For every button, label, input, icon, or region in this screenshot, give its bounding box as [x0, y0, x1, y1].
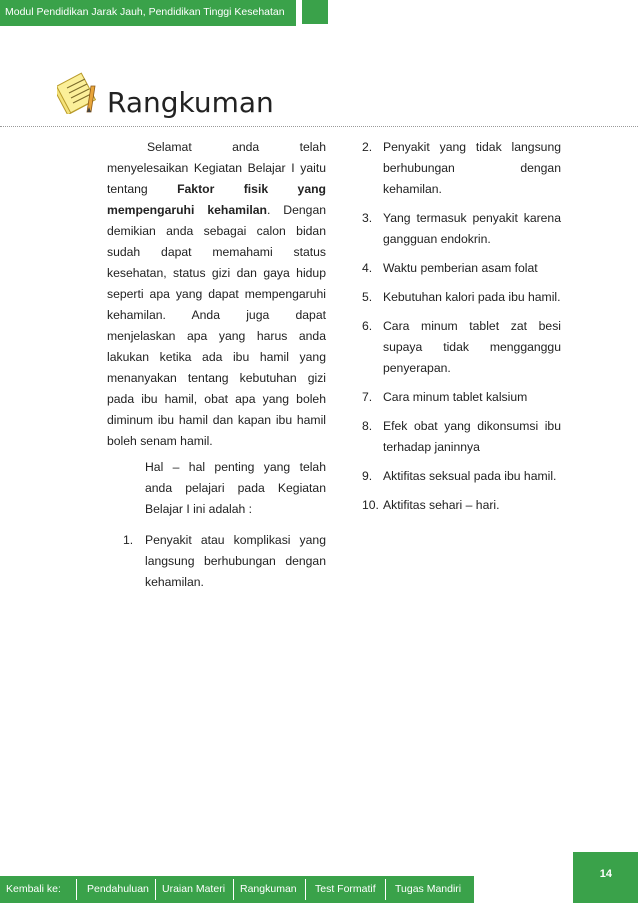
- list-item: [362, 416, 561, 458]
- intro-text-1: Selamat anda telah menyelesaikan Kegiatan Belajar I yaitu tentang: [107, 140, 326, 196]
- list-item-number: 7.: [362, 390, 373, 404]
- list-item-number: 2.: [362, 140, 373, 154]
- nav-separator: [155, 879, 156, 900]
- list-item-text: Penyakit yang tidak langsung berhubungan dengan kehamilan.: [383, 140, 561, 196]
- list-item: [362, 287, 561, 308]
- notepad-pencil-icon: [57, 68, 105, 114]
- list-item-text: Cara minum tablet kalsium: [383, 390, 528, 404]
- important-points-intro: Hal – hal penting yang telah anda pelajari pada Kegiatan Belajar I ini adalah :: [145, 460, 326, 516]
- page-number-box: [573, 852, 638, 903]
- list-item: [362, 258, 561, 279]
- list-item-number: 5.: [362, 290, 373, 304]
- nav-separator: [233, 879, 234, 900]
- list-item-text: Kebutuhan kalori pada ibu hamil.: [383, 290, 561, 304]
- list-item-number: 6.: [362, 319, 373, 333]
- list-item-text: Cara minum tablet zat besi supaya tidak mengganggu penyerapan.: [383, 319, 561, 375]
- list-item-number: 8.: [362, 419, 373, 433]
- list-item-number: 10.: [362, 498, 379, 512]
- list-item-text: Waktu pemberian asam folat: [383, 261, 538, 275]
- list-item-text: Efek obat yang dikonsumsi ibu terhadap janinnya: [383, 419, 561, 454]
- list-item-text: Aktifitas sehari – hari.: [383, 498, 500, 512]
- module-header-tab: [0, 0, 296, 24]
- nav-separator: [305, 879, 306, 900]
- summary-left-column: [107, 137, 326, 593]
- module-title: Modul Pendidikan Jarak Jauh, Pendidikan Tinggi Kesehatan: [5, 6, 285, 18]
- back-label: Kembali ke:: [6, 883, 61, 895]
- list-item: [362, 466, 561, 487]
- nav-link-uraian-materi[interactable]: Uraian Materi: [162, 883, 226, 895]
- list-item: [362, 495, 561, 516]
- nav-separator: [76, 879, 77, 900]
- nav-separator: [385, 879, 386, 900]
- nav-link-tugas-mandiri[interactable]: Tugas Mandiri: [395, 883, 462, 895]
- list-item-number: 3.: [362, 211, 373, 225]
- header-square: [302, 0, 328, 24]
- list-item-number: 4.: [362, 261, 373, 275]
- page-title: Rangkuman: [107, 86, 274, 119]
- bottom-nav-bar: [0, 876, 474, 903]
- list-item-number: 9.: [362, 469, 373, 483]
- list-item: [362, 208, 561, 250]
- page-number: 14: [599, 868, 612, 880]
- nav-link-test-formatif[interactable]: Test Formatif: [315, 883, 376, 895]
- dotted-divider: [0, 126, 638, 127]
- list-item: [107, 530, 326, 593]
- list-item-text: Yang termasuk penyakit karena gangguan endokrin.: [383, 211, 561, 246]
- nav-link-pendahuluan[interactable]: Pendahuluan: [87, 883, 149, 895]
- list-item: [362, 137, 561, 200]
- intro-paragraph: [107, 137, 326, 452]
- list-item-text: Penyakit atau komplikasi yang langsung berhubungan dengan kehamilan.: [145, 533, 326, 589]
- list-item-number: 1.: [123, 533, 134, 547]
- list-item: [362, 316, 561, 379]
- header-underline: [0, 24, 296, 26]
- intro-bold-topic: Faktor fisik yang mempengaruhi kehamilan: [107, 182, 326, 217]
- intro-text-2: . Dengan demikian anda sebagai calon bidan sudah dapat memahami status kesehatan, status gizi dan gaya hidup seperti apa yang dapat mempengaruhi kehamilan. Anda juga dapat menjelaskan apa yang harus anda lakukan ketika ada ibu hamil yang menanyakan tentang kebutuhan gizi pada ibu hamil, obat apa yang boleh diminum ibu hamil dan kapan ibu hamil boleh senam hamil.: [107, 203, 327, 448]
- summary-right-list: [362, 137, 561, 524]
- nav-link-rangkuman[interactable]: Rangkuman: [240, 883, 297, 895]
- list-item: [362, 387, 561, 408]
- list-item-text: Aktifitas seksual pada ibu hamil.: [383, 469, 557, 483]
